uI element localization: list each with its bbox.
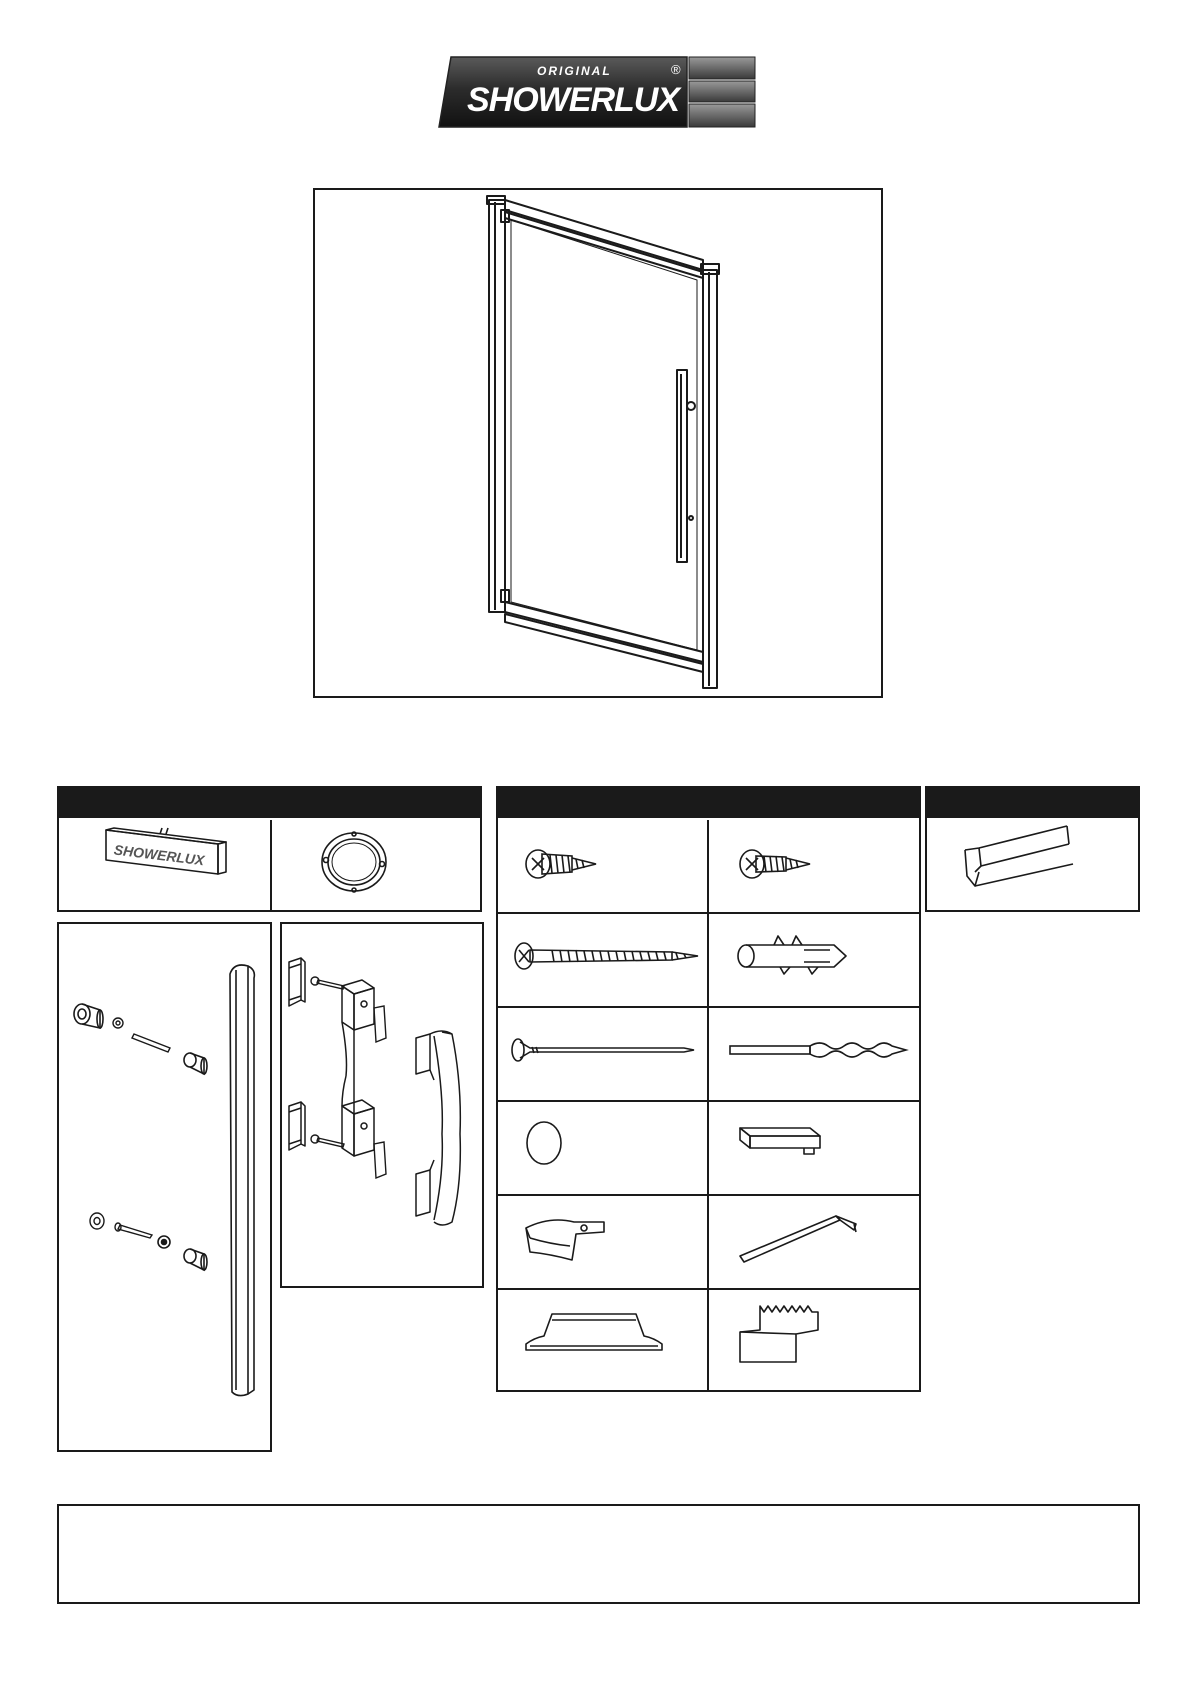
- round-cap-icon: [318, 826, 390, 898]
- wall-plug-icon: [734, 930, 864, 980]
- long-pin-icon: [508, 1030, 698, 1070]
- long-handle-bar-icon: [226, 960, 260, 1400]
- barrel-nut-small-icon: [88, 1210, 108, 1232]
- group-b-col-divider: [707, 820, 709, 1392]
- threaded-rod-icon: [132, 1030, 174, 1054]
- logo-brand-name: SHOWERLUX: [467, 81, 679, 119]
- serrated-clip-icon: [734, 1300, 830, 1370]
- hex-nut-icon: [156, 1234, 172, 1250]
- group-b-row-divider-2: [496, 1006, 921, 1008]
- logo-small-text: ORIGINAL: [537, 64, 612, 78]
- pivot-shower-door-icon: [315, 190, 881, 696]
- group-b-row-divider-1: [496, 912, 921, 914]
- spacer-icon: [182, 1050, 210, 1078]
- product-illustration-frame: [313, 188, 883, 698]
- hex-key-icon: [736, 1206, 866, 1270]
- clip-bracket-lower-icon: [285, 1100, 307, 1156]
- gasket-icon: [372, 1004, 388, 1044]
- short-screw-lower-icon: [310, 1134, 346, 1150]
- notes-box: [57, 1504, 1140, 1604]
- clip-bracket-icon: [285, 956, 307, 1012]
- group-b-row-divider-4: [496, 1194, 921, 1196]
- corner-bracket-icon: [520, 1208, 620, 1268]
- end-cap-icon: [734, 1120, 834, 1164]
- group-c-header: [925, 786, 1140, 820]
- group-a-header: [57, 786, 482, 820]
- logo-registered-mark: ®: [671, 62, 681, 77]
- long-screw-icon: [512, 936, 702, 976]
- logo-badge-icon: [100, 822, 240, 902]
- bottom-guide-icon: [522, 1306, 666, 1360]
- group-b-header: [496, 786, 921, 820]
- gasket-lower-icon: [372, 1140, 388, 1180]
- brand-logo: [437, 55, 757, 129]
- group-a-divider: [270, 820, 272, 912]
- curved-handle-icon: [412, 1024, 470, 1234]
- round-cap-cover-icon: [524, 1118, 568, 1168]
- group-b-row-divider-5: [496, 1288, 921, 1290]
- pan-head-screw-small-icon: [736, 842, 816, 886]
- seal-profile-icon: [955, 820, 1085, 892]
- drill-bit-icon: [728, 1030, 908, 1070]
- short-rod-icon: [114, 1222, 154, 1240]
- barrel-nut-icon: [72, 1000, 108, 1036]
- spacer-lower-icon: [182, 1246, 210, 1274]
- pan-head-screw-icon: [522, 842, 602, 886]
- svg-text:SHOWERLUX: SHOWERLUX: [113, 841, 206, 869]
- washer-icon: [111, 1016, 125, 1030]
- group-b-row-divider-3: [496, 1100, 921, 1102]
